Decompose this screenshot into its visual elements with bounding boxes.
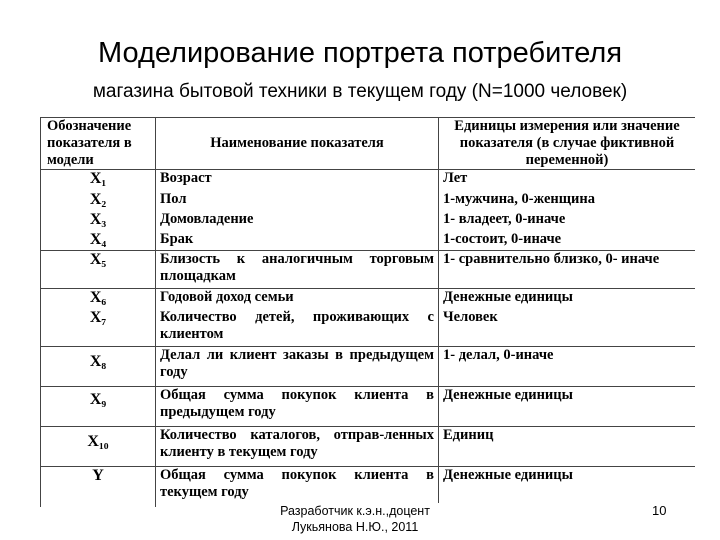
variable-cell: X₇ [41,309,156,347]
indicator-name-cell: Домовладение [156,211,439,231]
table-row [41,467,696,507]
slide-title: Моделирование портрета потребителя [97,37,623,69]
indicator-name-cell: Общая сумма покупок клиента в текущем году [156,467,439,507]
page-number: 10 [652,503,667,518]
indicator-name-cell: Пол [156,191,439,211]
variable-cell: X₉ [41,387,156,427]
table-row [41,191,696,211]
unit-cell: 1- сравнительно близко, 0- иначе [439,251,696,289]
indicators-table [40,117,695,507]
author-line-1: Разработчик к.э.н.,доцент [280,504,430,518]
variable-cell: X₁ [41,170,156,191]
slide-subtitle: магазина бытовой техники в текущем году (N=1000 человек) [92,81,628,102]
header-indicator-name: Наименование показателя [156,118,439,170]
indicator-name-cell: Годовой доход семьи [156,289,439,309]
table-row [41,231,696,251]
variable-cell: X₁₀ [41,427,156,467]
unit-cell: Денежные единицы [439,387,696,427]
table-row [41,309,696,347]
variable-cell: X₅ [41,251,156,289]
header-units: Единицы измерения или значение показателя (в случае фиктивной переменной) [439,118,696,170]
table-row [41,427,696,467]
table-row [41,170,696,191]
table-row [41,211,696,231]
table-row [41,387,696,427]
indicator-name-cell: Делал ли клиент заказы в предыдущем году [156,347,439,387]
unit-cell: 1-состоит, 0-иначе [439,231,696,251]
variable-cell: X₂ [41,191,156,211]
variable-cell: Y [41,467,156,507]
author-line-2: Лукьянова Н.Ю., 2011 [291,520,419,534]
table-container [40,117,695,522]
variable-cell: X₃ [41,211,156,231]
table-row [41,289,696,309]
table-row [41,347,696,387]
unit-cell: Лет [439,170,696,191]
table-row [41,251,696,289]
unit-cell: 1- делал, 0-иначе [439,347,696,387]
unit-cell: Денежные единицы [439,289,696,309]
unit-cell: 1- владеет, 0-иначе [439,211,696,231]
variable-cell: X₄ [41,231,156,251]
table-header-row [41,118,696,170]
variable-cell: X₆ [41,289,156,309]
indicator-name-cell: Близость к аналогичным торговым площадкам [156,251,439,289]
indicator-name-cell: Брак [156,231,439,251]
variable-cell: X₈ [41,347,156,387]
unit-cell: 1-мужчина, 0-женщина [439,191,696,211]
indicator-name-cell: Количество детей, проживающих с клиентом [156,309,439,347]
unit-cell: Единиц [439,427,696,467]
indicator-name-cell: Количество каталогов, отправ-ленных клиенту в текущем году [156,427,439,467]
unit-cell: Денежные единицы [439,467,696,507]
header-designation: Обозначение показателя в модели [41,118,156,170]
author-credit [265,503,445,535]
unit-cell: Человек [439,309,696,347]
indicator-name-cell: Возраст [156,170,439,191]
indicator-name-cell: Общая сумма покупок клиента в предыдущем году [156,387,439,427]
